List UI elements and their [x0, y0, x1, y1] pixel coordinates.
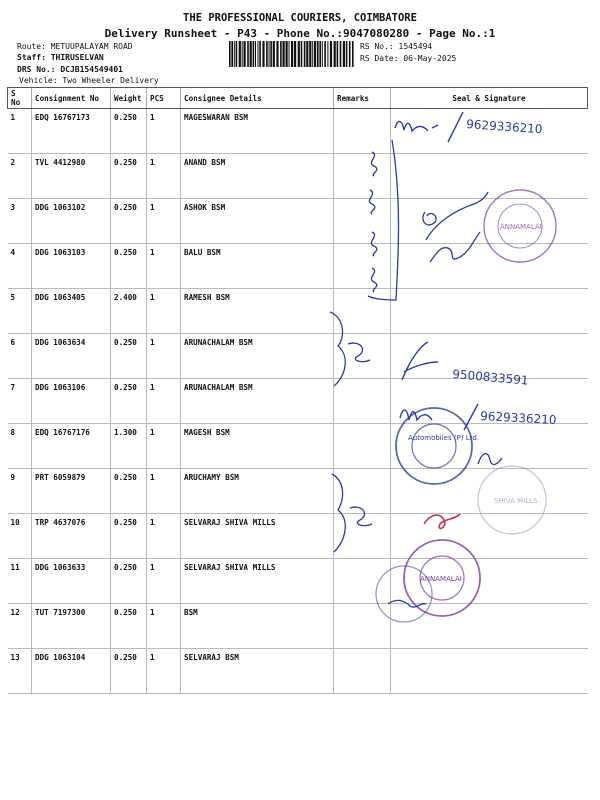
cell-consignee: SELVARAJ BSM [181, 649, 334, 694]
cell-cno: DDG 1063104 [32, 649, 111, 694]
cell-cno: TRP 4637076 [32, 514, 111, 559]
table-row [8, 199, 588, 244]
cell-pcs: 1 [147, 109, 181, 154]
cell-consignee: BSM [181, 604, 334, 649]
barcode-bar [244, 41, 246, 67]
barcode-bar [242, 41, 243, 67]
barcode-bar [312, 41, 313, 67]
cell-sno: 12 [8, 604, 32, 649]
cell-sno: 3 [8, 199, 32, 244]
cell-seal [391, 199, 588, 244]
barcode-bar [259, 41, 261, 67]
col-remarks: Remarks [334, 88, 391, 109]
cell-pcs: 1 [147, 514, 181, 559]
cell-weight: 2.400 [111, 289, 147, 334]
cell-seal [391, 604, 588, 649]
barcode-bar [314, 41, 316, 67]
barcode-bar [291, 41, 293, 67]
cell-sno: 7 [8, 379, 32, 424]
table-row [8, 379, 588, 424]
barcode-bar [273, 41, 275, 67]
col-consignment: Consignment No [32, 88, 111, 109]
cell-consignee: MAGESWARAN BSM [181, 109, 334, 154]
col-pcs: PCS [147, 88, 181, 109]
cell-sno: 13 [8, 649, 32, 694]
barcode-bar [319, 41, 321, 67]
cell-seal [391, 244, 588, 289]
stamp-1-text: ANNAMALAI [500, 223, 542, 231]
barcode-bar [286, 41, 288, 67]
barcode-bar [276, 41, 278, 67]
cell-remarks [334, 514, 391, 559]
cell-cno: TVL 4412980 [32, 154, 111, 199]
col-weight: Weight [111, 88, 147, 109]
barcode-bar [239, 41, 241, 67]
barcode-bar [340, 41, 342, 67]
cell-remarks [334, 559, 391, 604]
barcode-bar [298, 41, 300, 67]
cell-pcs: 1 [147, 199, 181, 244]
cell-seal [391, 379, 588, 424]
cell-sno: 11 [8, 559, 32, 604]
barcode-bar [234, 41, 235, 67]
barcode-bar [231, 41, 233, 67]
barcode-bar [253, 41, 255, 67]
barcode-bar [301, 41, 303, 67]
cell-weight: 0.250 [111, 469, 147, 514]
barcode-bar [266, 41, 268, 67]
vehicle: Vehicle: Two Wheeler Delivery [19, 76, 159, 85]
cell-weight: 1.300 [111, 424, 147, 469]
cell-seal [391, 649, 588, 694]
barcode-bar [258, 41, 259, 67]
cell-sno: 2 [8, 154, 32, 199]
cell-weight: 0.250 [111, 514, 147, 559]
barcode-bar [283, 41, 285, 67]
barcode-image [229, 41, 355, 67]
col-consignee: Consignee Details [181, 88, 334, 109]
cell-cno: TUT 7197300 [32, 604, 111, 649]
route: Route: METUUPALAYAM ROAD [17, 42, 133, 51]
cell-sno: 4 [8, 244, 32, 289]
barcode-bar [294, 41, 296, 67]
table-row [8, 244, 588, 289]
cell-remarks [334, 289, 391, 334]
barcode-bar [289, 41, 290, 67]
table-row [8, 109, 588, 154]
rs-date: RS Date: 06-May-2025 [360, 54, 457, 63]
cell-cno: DDG 1063405 [32, 289, 111, 334]
barcode-bar [324, 41, 326, 67]
stamp-2-text: Automobiles (P) Ltd. [408, 434, 480, 442]
barcode-bar [327, 41, 328, 67]
cell-pcs: 1 [147, 289, 181, 334]
cell-pcs: 1 [147, 154, 181, 199]
cell-weight: 0.250 [111, 244, 147, 289]
cell-weight: 0.250 [111, 109, 147, 154]
cell-cno: DDG 1063103 [32, 244, 111, 289]
cell-pcs: 1 [147, 334, 181, 379]
cell-cno: EDQ 16767173 [32, 109, 111, 154]
company-title: THE PROFESSIONAL COURIERS, COIMBATORE [183, 12, 417, 24]
cell-weight: 0.250 [111, 379, 147, 424]
cell-consignee: ASHOK BSM [181, 199, 334, 244]
table-row [8, 154, 588, 199]
cell-cno: DDG 1063106 [32, 379, 111, 424]
drs-number: DRS No.: DCJB154549401 [17, 65, 123, 74]
cell-seal [391, 334, 588, 379]
cell-seal [391, 154, 588, 199]
table-row [8, 559, 588, 604]
cell-remarks [334, 649, 391, 694]
cell-pcs: 1 [147, 649, 181, 694]
table-row [8, 334, 588, 379]
cell-consignee: ANAND BSM [181, 154, 334, 199]
stamp-3-text: ANNAMALAI [420, 575, 462, 583]
cell-consignee: ARUNACHALAM BSM [181, 379, 334, 424]
cell-pcs: 1 [147, 379, 181, 424]
table-row [8, 289, 588, 334]
staff: Staff: THIRUSELVAN [17, 53, 104, 62]
barcode-bar [304, 41, 306, 67]
cell-sno: 6 [8, 334, 32, 379]
cell-cno: PRT 6059879 [32, 469, 111, 514]
cell-sno: 9 [8, 469, 32, 514]
cell-pcs: 1 [147, 469, 181, 514]
cell-remarks [334, 154, 391, 199]
col-sno: S No [8, 88, 32, 109]
cell-sno: 5 [8, 289, 32, 334]
col-seal: Seal & Signature [391, 88, 588, 109]
handwritten-phone-3: 9629336210 [479, 409, 557, 427]
table-row [8, 649, 588, 694]
cell-seal [391, 289, 588, 334]
cell-remarks [334, 379, 391, 424]
table-row [8, 514, 588, 559]
cell-sno: 8 [8, 424, 32, 469]
cell-remarks [334, 109, 391, 154]
table-row [8, 604, 588, 649]
table-row [8, 424, 588, 469]
cell-seal [391, 109, 588, 154]
cell-remarks [334, 424, 391, 469]
cell-weight: 0.250 [111, 559, 147, 604]
table-row [8, 469, 588, 514]
cell-weight: 0.250 [111, 604, 147, 649]
barcode-bar [309, 41, 311, 67]
cell-remarks [334, 604, 391, 649]
cell-weight: 0.250 [111, 199, 147, 244]
cell-cno: EDQ 16767176 [32, 424, 111, 469]
cell-consignee: ARUNACHALAM BSM [181, 334, 334, 379]
cell-remarks [334, 469, 391, 514]
cell-consignee: SELVARAJ SHIVA MILLS [181, 559, 334, 604]
cell-cno: DDG 1063633 [32, 559, 111, 604]
cell-cno: DDG 1063634 [32, 334, 111, 379]
barcode-bar [262, 41, 264, 67]
cell-consignee: BALU BSM [181, 244, 334, 289]
barcode-bar [352, 41, 354, 67]
cell-consignee: SELVARAJ SHIVA MILLS [181, 514, 334, 559]
cell-seal [391, 424, 588, 469]
barcode-bar [255, 41, 256, 67]
table-header-row [8, 88, 588, 109]
barcode-bar [280, 41, 282, 67]
cell-weight: 0.250 [111, 154, 147, 199]
cell-pcs: 1 [147, 559, 181, 604]
cell-cno: DDG 1063102 [32, 199, 111, 244]
barcode-bar [250, 41, 252, 67]
cell-sno: 1 [8, 109, 32, 154]
cell-remarks [334, 334, 391, 379]
barcode-bar [270, 41, 272, 67]
cell-seal [391, 559, 588, 604]
barcode-bar [330, 41, 332, 67]
barcode-bar [229, 41, 231, 67]
barcode-bar [343, 41, 345, 67]
cell-remarks [334, 199, 391, 244]
cell-seal [391, 469, 588, 514]
cell-sno: 10 [8, 514, 32, 559]
cell-remarks [334, 244, 391, 289]
rs-number: RS No.: 1545494 [360, 42, 433, 51]
barcode-bar [322, 41, 323, 67]
barcode-bar [247, 41, 249, 67]
barcode-bar [269, 41, 270, 67]
barcode-bar [317, 41, 319, 67]
barcode-bar [337, 41, 339, 67]
cell-pcs: 1 [147, 604, 181, 649]
handwritten-phone-2: 9500833591 [451, 367, 530, 388]
cell-weight: 0.250 [111, 334, 147, 379]
barcode-bar [236, 41, 238, 67]
barcode-bar [349, 41, 351, 67]
cell-pcs: 1 [147, 424, 181, 469]
barcode-bar [346, 41, 348, 67]
runsheet-subtitle: Delivery Runsheet - P43 - Phone No.:9047080280 - Page No.:1 [104, 27, 496, 40]
cell-weight: 0.250 [111, 649, 147, 694]
barcode-bar [334, 41, 336, 67]
cell-consignee: MAGESH BSM [181, 424, 334, 469]
stamp-4-text: SHIVA MILLS [494, 497, 538, 505]
cell-pcs: 1 [147, 244, 181, 289]
cell-consignee: ARUCHAMY BSM [181, 469, 334, 514]
cell-seal [391, 514, 588, 559]
barcode-bar [306, 41, 308, 67]
runsheet-table [7, 87, 588, 694]
handwritten-phone-1: 9629336210 [465, 117, 543, 137]
cell-consignee: RAMESH BSM [181, 289, 334, 334]
